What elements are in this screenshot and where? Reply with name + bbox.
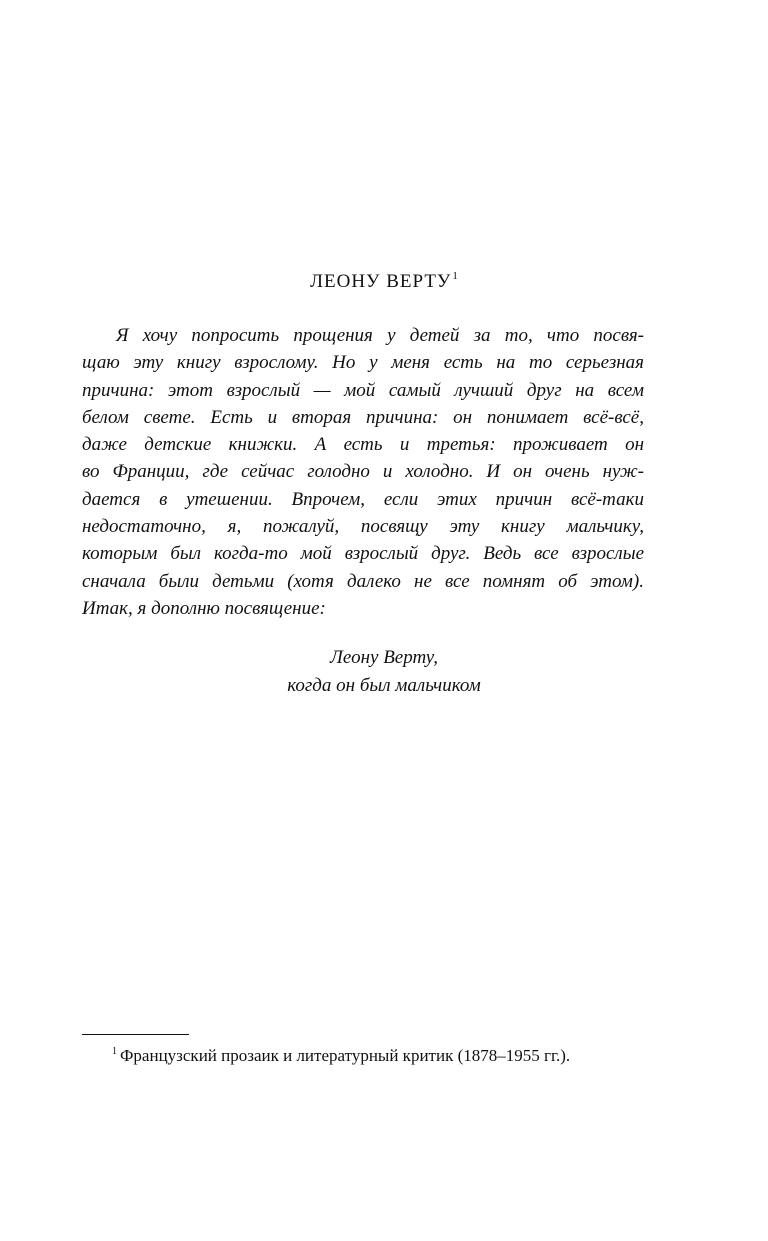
paragraph-line: недостаточно, я, пожалуй, посвящу эту книгу мальчику, xyxy=(82,516,644,538)
dedication-signature xyxy=(0,644,768,699)
signature-line: когда он был мальчиком xyxy=(287,674,481,696)
footnote xyxy=(112,1041,652,1067)
paragraph-line: которым был когда-то мой взрослый друг. Ведь все взрослые xyxy=(82,543,644,565)
title-text: ЛЕОНУ ВЕРТУ xyxy=(310,271,452,292)
footnote-text: Французский прозаик и литературный критик (1878–1955 гг.). xyxy=(120,1046,571,1065)
page-title xyxy=(0,270,768,293)
footnote-marker: 1 xyxy=(112,1046,117,1057)
paragraph-line: во Франции, где сейчас голодно и холодно. И он очень нуж- xyxy=(82,461,644,483)
paragraph-line: щаю эту книгу взрослому. Но у меня есть на то серьезная xyxy=(82,352,644,374)
paragraph-line: белом свете. Есть и вторая причина: он понимает всё-всё, xyxy=(82,406,644,428)
paragraph-line: Я хочу попросить прощения у детей за то, что посвя- xyxy=(116,325,644,346)
signature-line: Леону Верту, xyxy=(330,647,438,668)
paragraph-line: сначала были детьми (хотя далеко не все помнят об этом). xyxy=(82,570,644,592)
paragraph-line: причина: этот взрослый — мой самый лучший друг на всем xyxy=(82,379,644,401)
paragraph-line: дается в утешении. Впрочем, если этих причин всё-таки xyxy=(82,488,644,510)
footnote-reference: 1 xyxy=(452,270,458,282)
dedication-paragraph xyxy=(82,322,644,622)
paragraph-line: даже детские книжки. А есть и третья: проживает он xyxy=(82,434,644,456)
footnote-divider xyxy=(82,1034,189,1035)
paragraph-line: Итак, я дополню посвящение: xyxy=(82,597,326,619)
